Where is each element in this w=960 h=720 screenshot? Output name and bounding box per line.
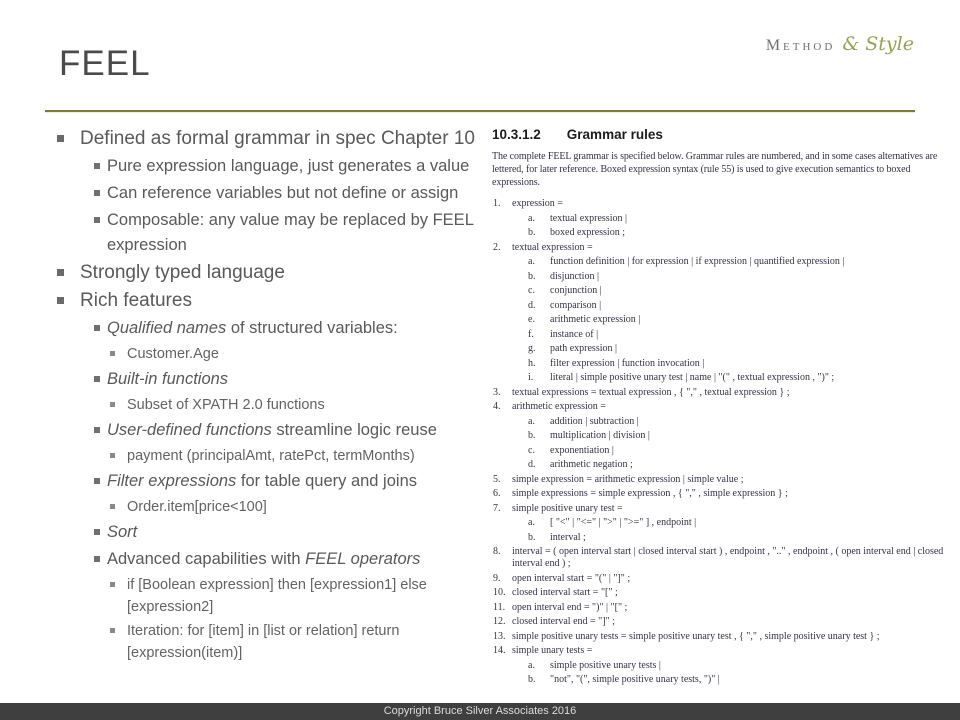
bullet-item (0, 154, 500, 179)
grammar-rule-number: 11. (493, 601, 506, 613)
grammar-alternative-text: instance of | (550, 328, 599, 340)
grammar-rule (492, 587, 958, 599)
bullet-text-segment: Can reference variables but not define or assign (107, 184, 459, 202)
grammar-rule-alternative (492, 285, 958, 297)
grammar-rule-text: simple expression = arithmetic expression | simple value ; (512, 473, 744, 485)
grammar-rule-text: closed interval end = "]" ; (512, 616, 615, 627)
bullet-text-segment: Rich features (80, 290, 192, 311)
grammar-rule-line (492, 242, 958, 254)
spec-section-number: 10.3.1.2 (492, 127, 541, 142)
grammar-rule (492, 573, 958, 585)
bullet-square-icon (110, 402, 115, 407)
grammar-alternative-letter: b. (528, 227, 536, 238)
bullet-text-segment: Subset of XPATH 2.0 functions (127, 397, 325, 413)
bullet-text (127, 346, 219, 362)
grammar-rule-alternative (492, 256, 958, 268)
grammar-alternative-letter: a. (528, 415, 535, 427)
grammar-rule (492, 401, 958, 471)
bullet-text (80, 290, 192, 311)
grammar-alternative-letter: a. (528, 256, 535, 267)
bullet-square-icon (94, 556, 100, 562)
bullet-square-icon (110, 504, 115, 509)
grammar-rule-alternative (492, 271, 958, 283)
bullet-square-icon (94, 478, 100, 484)
bullet-text-segment: Pure expression language, just generates a value (107, 157, 470, 175)
grammar-rule-alternative (492, 372, 958, 384)
bullet-square-icon (94, 163, 100, 169)
grammar-alternative-text: textual expression | (550, 212, 627, 224)
spec-section-title: Grammar rules (566, 127, 663, 142)
bullet-text (107, 157, 469, 175)
bullet-square-icon (94, 217, 100, 223)
bullet-item (0, 394, 500, 416)
bullet-item (0, 316, 500, 341)
bullet-text (107, 523, 137, 541)
bullet-item (0, 574, 500, 618)
grammar-alternative-letter: e. (528, 314, 535, 325)
spec-excerpt (492, 127, 958, 689)
bullet-item (0, 496, 500, 518)
grammar-rule-text: open interval start = "(" | "]" ; (512, 572, 631, 584)
grammar-rule-text: expression = (512, 198, 563, 209)
grammar-rule-number: 13. (493, 630, 506, 642)
bullet-item (0, 288, 500, 314)
bullet-square-icon (57, 269, 64, 276)
grammar-rule-alternative (492, 314, 958, 326)
grammar-rule-number: 3. (493, 386, 501, 398)
grammar-rule-text: simple expressions = simple expression , { "," , simple expression } ; (512, 488, 788, 499)
spec-section-heading (492, 127, 958, 142)
grammar-rule (492, 488, 958, 500)
grammar-alternative-text: boxed expression ; (550, 227, 625, 238)
title-divider (45, 110, 915, 112)
bullet-text (127, 448, 415, 464)
bullet-item (0, 620, 500, 664)
grammar-rule-text: simple positive unary tests = simple positive unary test , { "," , simple positive unary test } ; (512, 630, 880, 642)
grammar-alternative-text: simple positive unary tests | (550, 659, 661, 671)
grammar-rule-alternative (492, 329, 958, 341)
bullet-square-icon (94, 529, 100, 535)
bullet-text-segment: streamline logic reuse (271, 421, 437, 439)
grammar-alternative-letter: g. (528, 343, 536, 354)
grammar-alternative-letter: a. (528, 517, 535, 528)
grammar-rule-number: 1. (493, 198, 501, 209)
grammar-rule-text: arithmetic expression = (512, 401, 606, 412)
bullet-text-segment: if [Boolean expression] then [expression1] else [expression2] (127, 577, 427, 615)
grammar-alternative-letter: d. (528, 299, 536, 311)
bullet-square-icon (57, 297, 64, 304)
grammar-alternative-text: path expression | (550, 343, 617, 354)
bullet-list (0, 126, 500, 666)
bullet-text-segment: Filter expressions (107, 472, 237, 490)
grammar-alternative-letter: a. (528, 659, 535, 671)
grammar-rule-line (492, 387, 958, 399)
logo-style-text: & Style (842, 33, 914, 55)
grammar-rule-alternative (492, 674, 958, 686)
grammar-rule-line (492, 573, 958, 585)
grammar-rule-line (492, 401, 958, 413)
grammar-rule-alternative (492, 227, 958, 239)
spec-rules-list (492, 198, 958, 686)
grammar-rule-alternative (492, 343, 958, 355)
grammar-rule (492, 645, 958, 686)
grammar-rule-text: simple unary tests = (512, 645, 593, 656)
grammar-rule (492, 242, 958, 385)
grammar-rule-text: interval = ( open interval start | closed interval start ) , endpoint , ".." , endpoint , ( open interval end | closed interval end ) ; (512, 546, 944, 569)
grammar-rule-number: 12. (493, 616, 506, 627)
grammar-rule-number: 8. (493, 546, 501, 557)
bullet-text-segment: for table query and joins (236, 472, 417, 490)
grammar-rule-line (492, 503, 958, 515)
grammar-alternative-text: filter expression | function invocation | (550, 357, 705, 369)
grammar-rule-alternative (492, 300, 958, 312)
grammar-alternative-text: exponentiation | (550, 444, 614, 456)
bullet-text (107, 370, 228, 388)
grammar-alternative-text: interval ; (550, 531, 586, 543)
bullet-text-segment: Sort (107, 523, 138, 541)
grammar-alternative-text: disjunction | (550, 270, 599, 282)
bullet-text-segment: Order.item[price<100] (127, 499, 267, 515)
bullet-item (0, 445, 500, 467)
bullet-text-segment: FEEL operators (305, 550, 421, 568)
page-title: FEEL (59, 44, 151, 83)
grammar-rule-alternative (492, 517, 958, 529)
bullet-square-icon (94, 325, 100, 331)
bullet-square-icon (110, 351, 115, 356)
grammar-alternative-letter: c. (528, 285, 535, 296)
grammar-alternative-letter: c. (528, 444, 535, 456)
grammar-rule-text: textual expressions = textual expression , { "," , textual expression } ; (512, 386, 790, 398)
grammar-alternative-text: multiplication | division | (550, 430, 650, 441)
grammar-rule-line (492, 198, 958, 210)
bullet-text (80, 128, 475, 149)
grammar-alternative-text: [ "<" | "<=" | ">" | ">=" ] , endpoint | (550, 517, 697, 528)
grammar-rule-line (492, 616, 958, 628)
grammar-rule-alternative (492, 358, 958, 370)
grammar-rule (492, 387, 958, 399)
grammar-alternative-text: conjunction | (550, 285, 602, 296)
grammar-alternative-text: addition | subtraction | (550, 415, 639, 427)
bullet-text (80, 262, 285, 283)
bullet-item (0, 547, 500, 572)
bullet-text (127, 499, 267, 515)
bullet-square-icon (57, 135, 64, 142)
bullet-item (0, 260, 500, 286)
grammar-rule-number: 10. (493, 587, 506, 598)
grammar-rule-text: simple positive unary test = (512, 502, 623, 514)
bullet-text (107, 211, 473, 254)
bullet-text-segment: Built-in functions (107, 370, 229, 388)
bullet-text-segment: Qualified names (107, 319, 227, 337)
bullet-text-segment: Strongly typed language (80, 262, 285, 283)
grammar-rule (492, 198, 958, 239)
grammar-alternative-text: function definition | for expression | if expression | quantified expression | (550, 256, 845, 267)
bullet-text-segment: Iteration: for [item] in [list or relation] return [expression(item)] (127, 623, 400, 661)
bullet-item (0, 418, 500, 443)
grammar-rule (492, 503, 958, 544)
grammar-rule-number: 4. (493, 401, 501, 412)
grammar-rule-alternative (492, 213, 958, 225)
bullet-item (0, 469, 500, 494)
grammar-rule-number: 7. (493, 502, 501, 514)
footer-bar (0, 703, 960, 720)
bullet-item (0, 208, 500, 258)
bullet-text (107, 184, 458, 202)
grammar-rule-number: 5. (493, 473, 501, 485)
grammar-alternative-letter: f. (528, 328, 534, 340)
bullet-text (107, 319, 398, 337)
bullet-text (107, 421, 437, 439)
grammar-alternative-letter: a. (528, 212, 535, 224)
grammar-rule (492, 616, 958, 628)
grammar-rule-alternative (492, 532, 958, 544)
bullet-text (127, 397, 325, 413)
bullet-square-icon (94, 427, 100, 433)
grammar-rule-line (492, 631, 958, 643)
grammar-rule-alternative (492, 416, 958, 428)
bullet-square-icon (110, 628, 115, 633)
bullet-text-segment: User-defined functions (107, 421, 272, 439)
bullet-text (107, 550, 420, 568)
grammar-alternative-letter: b. (528, 270, 536, 282)
grammar-alternative-letter: b. (528, 674, 536, 685)
grammar-alternative-text: literal | simple positive unary test | name | "(" , textual expression , ")" ; (550, 372, 835, 383)
grammar-rule (492, 546, 958, 570)
bullet-text-segment: Defined as formal grammar in spec Chapter 10 (80, 128, 475, 149)
bullet-item (0, 126, 500, 152)
grammar-rule-text: closed interval start = "[" ; (512, 587, 618, 598)
grammar-rule-line (492, 488, 958, 500)
grammar-alternative-text: arithmetic expression | (550, 314, 641, 325)
bullet-item (0, 181, 500, 206)
grammar-rule (492, 631, 958, 643)
bullet-text-segment: Customer.Age (127, 346, 219, 362)
grammar-alternative-letter: b. (528, 430, 536, 441)
grammar-rule-number: 2. (493, 241, 501, 253)
grammar-alternative-letter: i. (528, 372, 534, 383)
grammar-rule-alternative (492, 459, 958, 471)
grammar-alternative-letter: d. (528, 459, 536, 470)
bullet-text-segment: payment (principalAmt, ratePct, termMonths) (127, 448, 415, 464)
grammar-rule (492, 474, 958, 486)
grammar-rule-line (492, 587, 958, 599)
bullet-text-segment: of structured variables: (226, 319, 398, 337)
bullet-square-icon (94, 376, 100, 382)
grammar-rule-text: textual expression = (512, 241, 593, 253)
grammar-rule-alternative (492, 660, 958, 672)
grammar-rule-alternative (492, 445, 958, 457)
bullet-item (0, 343, 500, 365)
grammar-rule-line (492, 602, 958, 614)
grammar-rule-line (492, 645, 958, 657)
bullet-square-icon (110, 582, 115, 587)
footer-copyright: Copyright Bruce Silver Associates 2016 (383, 705, 577, 717)
grammar-rule-text: open interval end = ")" | "[" ; (512, 601, 628, 613)
grammar-rule-number: 14. (493, 645, 506, 656)
bullet-text (127, 577, 427, 615)
grammar-alternative-text: arithmetic negation ; (550, 459, 633, 470)
bullet-text (127, 623, 399, 661)
spec-intro-paragraph: The complete FEEL grammar is specified below. Grammar rules are numbered, and in some cases alternatives are lettered, for later reference. Boxed expression syntax (rule 55) is used to give execution semantics to boxed expressions. (492, 151, 938, 188)
grammar-rule-alternative (492, 430, 958, 442)
method-style-logo (766, 33, 914, 55)
grammar-rule-line (492, 474, 958, 486)
bullet-text-segment: Composable: any value may be replaced by FEEL expression (107, 211, 474, 254)
bullet-square-icon (94, 190, 100, 196)
bullet-square-icon (110, 453, 115, 458)
grammar-alternative-text: comparison | (550, 299, 602, 311)
grammar-rule (492, 602, 958, 614)
grammar-alternative-letter: b. (528, 531, 536, 543)
bullet-item (0, 520, 500, 545)
grammar-rule-number: 9. (493, 572, 501, 584)
grammar-alternative-text: "not", "(", simple positive unary tests, ")" | (550, 674, 720, 685)
bullet-item (0, 367, 500, 392)
bullet-text-segment: Advanced capabilities with (107, 550, 306, 568)
grammar-alternative-letter: h. (528, 357, 536, 369)
grammar-rule-number: 6. (493, 488, 501, 499)
logo-method-text: Method (765, 37, 836, 54)
grammar-rule-line (492, 546, 958, 570)
bullet-text (107, 472, 417, 490)
